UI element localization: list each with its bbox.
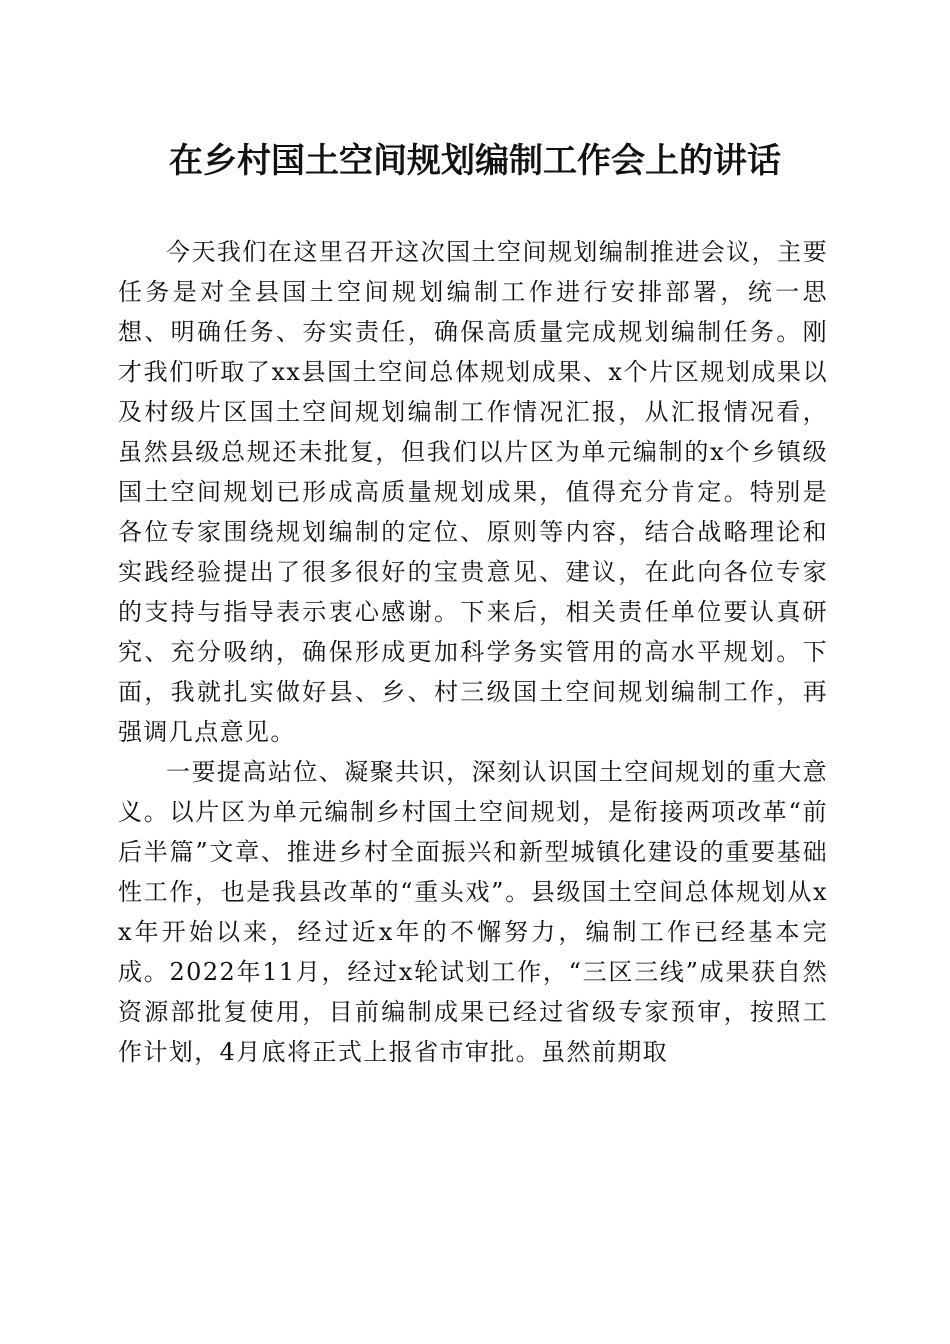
document-body bbox=[118, 232, 828, 1072]
paragraph-1: 今天我们在这里召开这次国土空间规划编制推进会议，主要任务是对全县国土空间规划编制工作进行安排部署，统一思想、明确任务、夯实责任，确保高质量完成规划编制任务。刚才我们听取了xx县国土空间总体规划成果、x个片区规划成果以及村级片区国土空间规划编制工作情况汇报，从汇报情况看，虽然县级总规还未批复，但我们以片区为单元编制的x个乡镇级国土空间规划已形成高质量规划成果，值得充分肯定。特别是各位专家围绕规划编制的定位、原则等内容，结合战略理论和实践经验提出了很多很好的宝贵意见、建议，在此向各位专家的支持与指导表示衷心感谢。下来后，相关责任单位要认真研究、充分吸纳，确保形成更加科学务实管用的高水平规划。下面，我就扎实做好县、乡、村三级国土空间规划编制工作，再强调几点意见。 bbox=[118, 238, 828, 746]
paragraph-2: 一要提高站位、凝聚共识，深刻认识国土空间规划的重大意义。以片区为单元编制乡村国土空间规划，是衔接两项改革“前后半篇”文章、推进乡村全面振兴和新型城镇化建设的重要基础性工作，也是我县改革的“重头戏”。县级国土空间总体规划从xx年开始以来，经过近x年的不懈努力，编制工作已经基本完成。2022年11月，经过x轮试划工作，“三区三线”成果获自然资源部批复使用，目前编制成果已经过省级专家预审，按照工作计划，4月底将正式上报省市审批。虽然前期取 bbox=[118, 758, 828, 1066]
document-title: 在乡村国土空间规划编制工作会上的讲话 bbox=[169, 141, 781, 181]
